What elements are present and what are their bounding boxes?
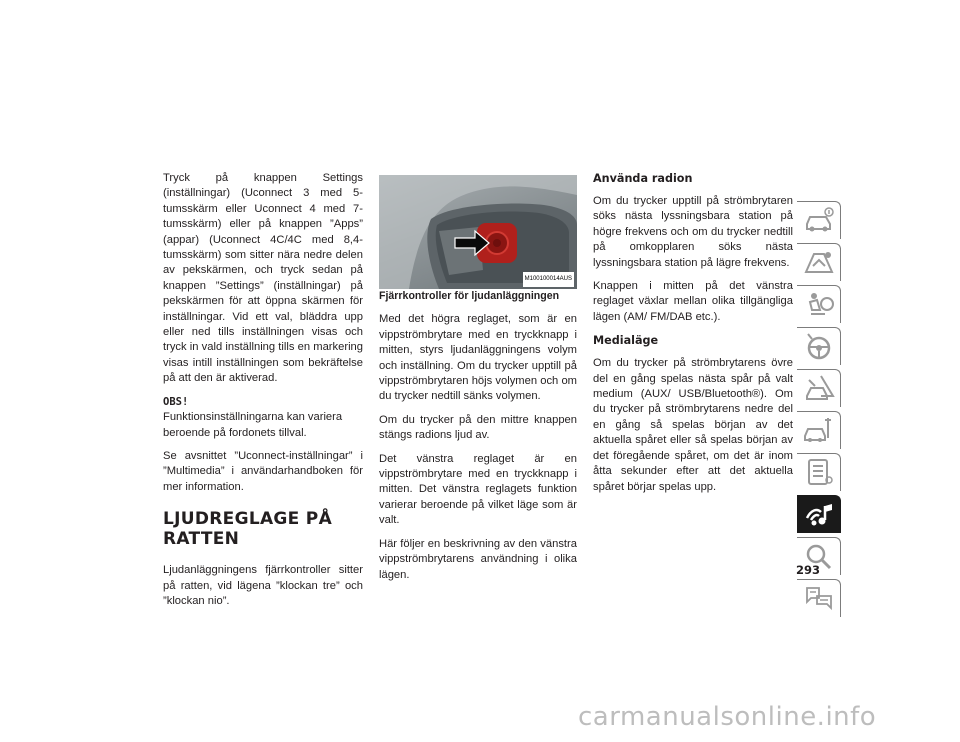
tab-specifications[interactable] [797, 453, 841, 491]
specifications-list-icon [801, 456, 837, 488]
media-paragraph: Om du trycker på strömbrytarens övre del en gång spelas nästa spår på valt medium (AUX/ USB/Bluetooth®). Om du trycker på strömbrytarens nedre del en gång så spelas början av det aktuella spåret eller så spelas början av det föregående spåret, om det är inom åtta sekunder efter att det aktuella spåret börjar spelas upp. [593, 357, 793, 493]
page-number: 293 [796, 563, 821, 577]
tab-starting-driving[interactable] [797, 327, 841, 365]
tab-car-info[interactable] [797, 201, 841, 239]
paragraph-right-control: Med det högra reglaget, som är en vippströmbrytare med en tryckknapp i mitten, styrs ljudanläggningens volym och inställning. Om du trycker upptill på vippströmbrytaren höjs volymen och om du trycker nedtill sänks volymen. [379, 313, 577, 403]
see-also-paragraph: Se avsnittet ”Uconnect-inställningar” i ”Multimedia” i användarhandboken för mer information. [163, 449, 363, 493]
radio-paragraph-mode: Knappen i mitten på det vänstra reglaget växlar mellan olika tillgängliga lägen (AM/ FM/DAB etc.). [593, 280, 793, 323]
figure-caption: Fjärrkontroller för ljudanläggningen [379, 290, 560, 302]
chapter-tabs [797, 201, 841, 621]
column-right [593, 171, 793, 503]
section-body: Ljudanläggningens fjärrkontroller sitter på ratten, vid lägena ”klockan tre” och ”klockan nio”. [163, 564, 363, 607]
dashboard-lights-icon [801, 246, 837, 278]
paragraph-mute: Om du trycker på den mittre knappen stängs radions ljud av. [379, 413, 577, 442]
roadside-warning-icon [801, 372, 837, 404]
column-left [163, 171, 363, 617]
tab-multimedia[interactable] [797, 495, 841, 533]
car-service-icon [801, 414, 837, 446]
note-text: Funktionsinställningarna kan variera beroende på fordonets tillval. [163, 411, 343, 439]
column-middle [379, 175, 577, 591]
section-heading: LJUDREGLAGE PÅ RATTEN [163, 509, 333, 550]
note-label: OBS! [163, 395, 189, 408]
note [163, 395, 363, 441]
tab-safety[interactable] [797, 285, 841, 323]
language-icon [801, 582, 837, 614]
figure-code: M100100014AUS [523, 272, 574, 287]
tab-emergency[interactable] [797, 369, 841, 407]
tab-dashboard[interactable] [797, 243, 841, 281]
intro-paragraph: Tryck på knappen Settings (inställningar) (Uconnect 3 med 5-tumsskärm eller Uconnect 4 med 7-tumsskärm) eller på knappen ”Apps” (appar) (Uconnect 4C/4C med 8,4-tumsskärm) som sitter nära nedre delen av pekskärmen, och tryck sedan på knappen ”Settings” (inställningar) på pekskärmen för att öppna skärmen för inställningar. Vid ett val, bläddra upp eller ned tills inställningen visas och tryck in vald inställning tills en markering visas intill inställningen som bekräftelse på att den är aktiverad. [163, 172, 363, 385]
radio-heading: Använda radion [593, 172, 693, 185]
paragraph-left-control: Det vänstra reglaget är en vippströmbrytare med en tryckknapp i mitten. Det vänstra reglagets funktion varierar beroende på vilket läge som är valt. [379, 452, 577, 527]
tab-servicing[interactable] [797, 411, 841, 449]
car-info-icon [801, 204, 837, 236]
media-heading: Medialäge [593, 334, 659, 348]
steering-controls-figure [379, 175, 577, 289]
radio-paragraph-seek: Om du trycker upptill på strömbrytaren söks nästa lyssningsbara station på högre frekvens och om du trycker nedtill på omkopplaren söks nästa lyssningsbara station på lägre frekvens. [593, 195, 793, 269]
paragraph-modes-intro: Här följer en beskrivning av den vänstra vippströmbrytarens användning i olika lägen. [379, 537, 577, 581]
watermark-text: carmanualsonline.info [578, 702, 877, 732]
multimedia-icon [801, 498, 837, 530]
tab-languages[interactable] [797, 579, 841, 617]
airbag-safety-icon [801, 288, 837, 320]
steering-wheel-icon [801, 330, 837, 362]
